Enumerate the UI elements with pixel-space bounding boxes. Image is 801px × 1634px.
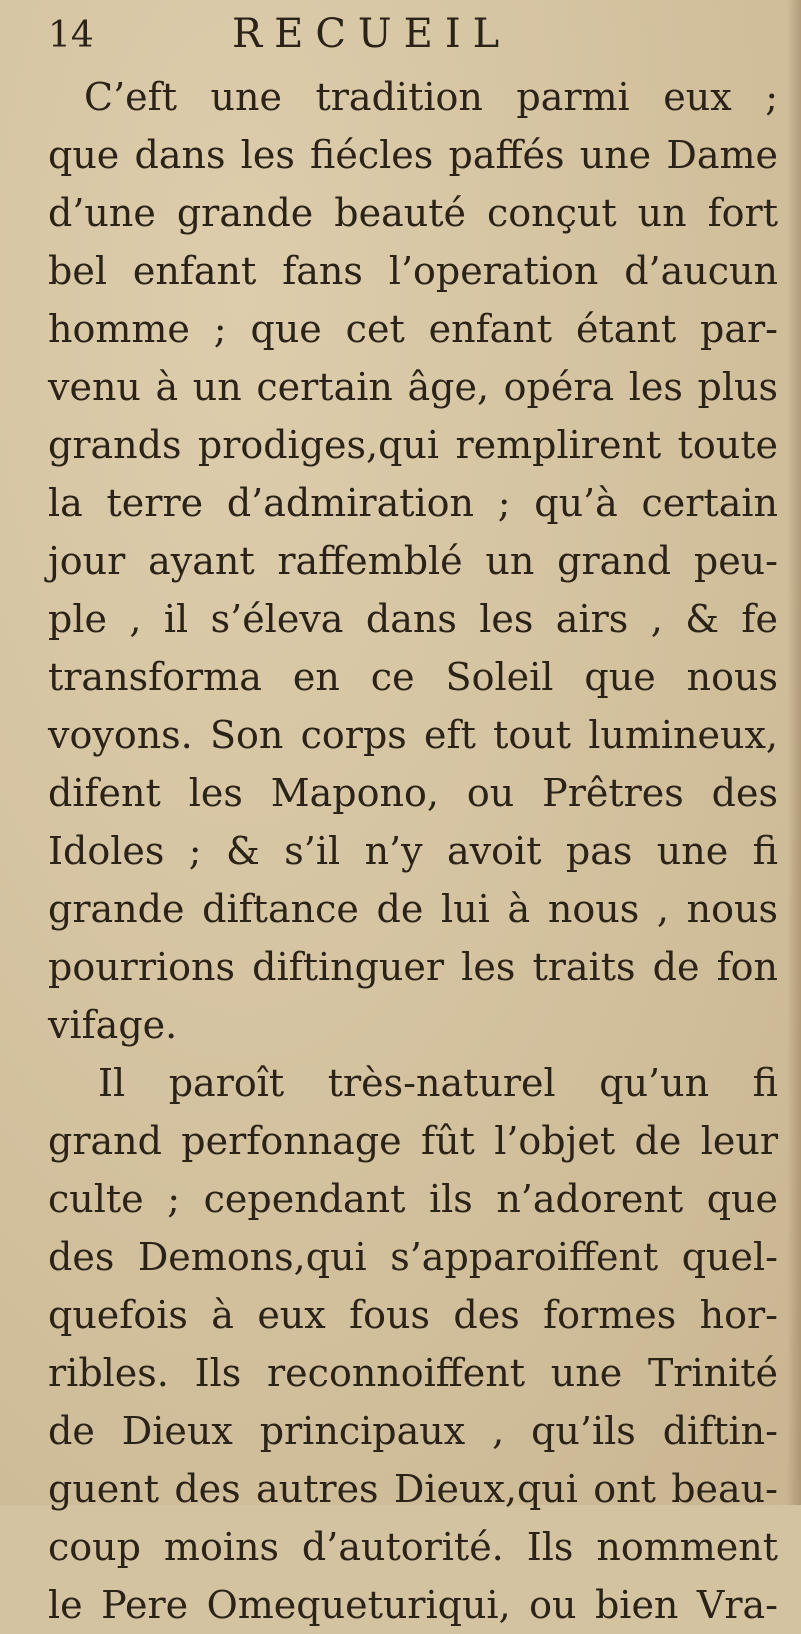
text-line: jour ayant raffemblé un grand peu-	[48, 539, 778, 583]
text-line: difent les Mapono, ou Prêtres des	[48, 771, 778, 815]
text-line: ple , il s’éleva dans les airs , & fe	[48, 597, 778, 641]
page-number: 14	[48, 15, 94, 56]
text-line: C’eft une tradition parmi eux ;	[84, 75, 778, 119]
text-line: que dans les fiécles paffés une Dame	[48, 133, 778, 177]
text-line: ribles. Ils reconnoiffent une Trinité	[48, 1351, 778, 1395]
text-line: quefois à eux fous des formes hor-	[48, 1293, 778, 1337]
text-line: bel enfant fans l’operation d’aucun	[48, 249, 778, 293]
text-line: venu à un certain âge, opéra les plus	[48, 365, 778, 409]
text-line: grande diftance de lui à nous , nous	[48, 887, 778, 931]
text-line: de Dieux principaux , qu’ils diftin-	[48, 1409, 778, 1453]
body-text	[48, 68, 778, 1634]
text-line: transforma en ce Soleil que nous	[48, 655, 778, 699]
text-line: Il paroît très-naturel qu’un fi	[98, 1061, 778, 1105]
page-edge-shadow	[787, 0, 801, 1505]
text-line: Idoles ; & s’il n’y avoit pas une fi	[48, 829, 778, 873]
text-line: des Demons,qui s’apparoiffent quel-	[48, 1235, 778, 1279]
text-line: culte ; cependant ils n’adorent que	[48, 1177, 778, 1221]
text-line: grand perfonnage fût l’objet de leur	[48, 1119, 778, 1163]
text-line: la terre d’admiration ; qu’à certain	[48, 481, 778, 525]
text-line: pourrions diftinguer les traits de fon	[48, 945, 778, 989]
text-line: d’une grande beauté conçut un fort	[48, 191, 778, 235]
running-head: RECUEIL	[232, 11, 512, 57]
text-line: vifage.	[48, 1003, 178, 1047]
text-line: guent des autres Dieux,qui ont beau-	[48, 1467, 778, 1511]
text-line: voyons. Son corps eft tout lumineux,	[48, 713, 778, 757]
text-line: coup moins d’autorité. Ils nomment	[48, 1525, 778, 1569]
text-line: homme ; que cet enfant étant par-	[48, 307, 778, 351]
text-line: le Pere Omequeturiqui, ou bien Vra-	[48, 1583, 778, 1627]
text-line: grands prodiges,qui remplirent toute	[48, 423, 778, 467]
